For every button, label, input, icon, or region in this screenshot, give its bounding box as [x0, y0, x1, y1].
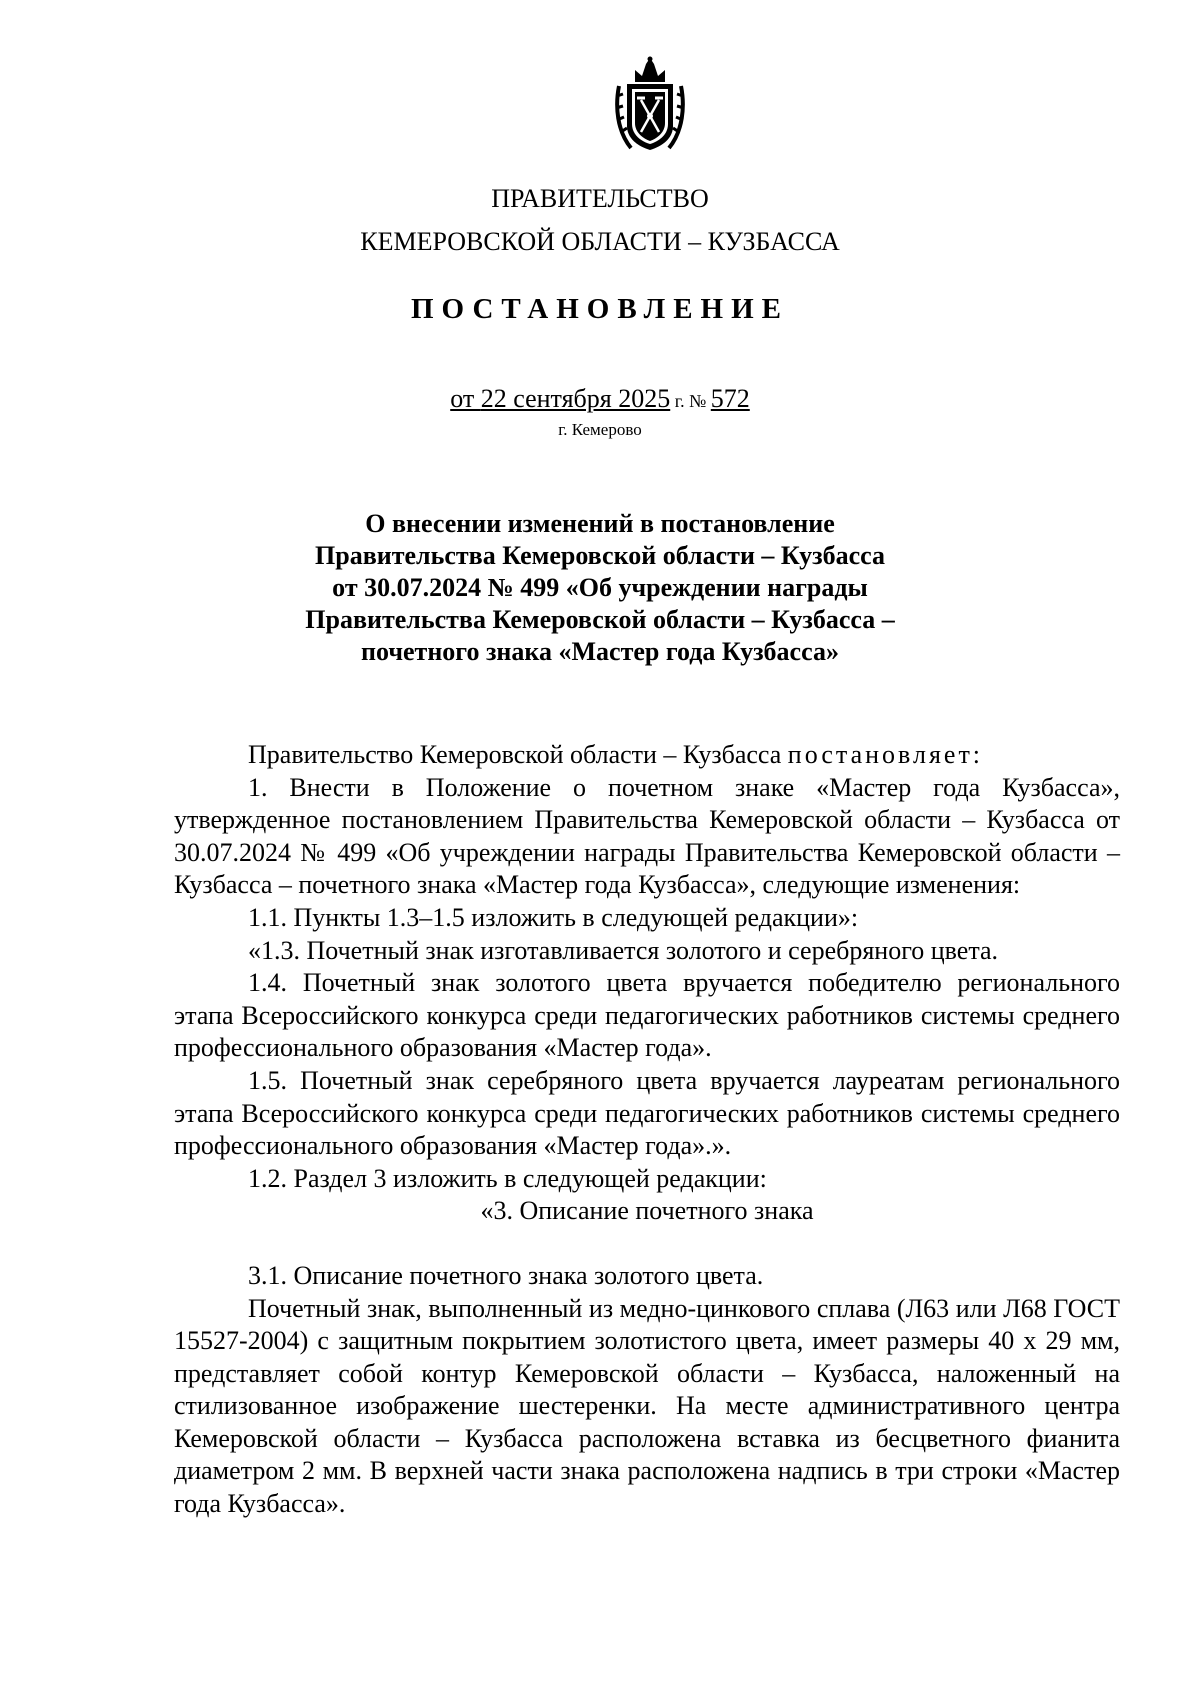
paragraph-1: 1. Внести в Положение о почетном знаке «Мастер года Кузбасса», утвержденное постановлением Правительства Кемеровской области – Кузбасса от 30.07.2024 № 499 «Об учреждении награды Правительства Кемеровской области – Кузбасса – почетного знака «Мастер года Кузбасса», следующие изменения:	[174, 772, 1120, 900]
paragraph-1-3: «1.3. Почетный знак изготавливается золотого и серебряного цвета.	[248, 935, 999, 965]
document-title	[0, 508, 1200, 668]
year-suffix: г.	[670, 391, 685, 411]
title-line: Правительства Кемеровской области – Кузбасса	[315, 541, 885, 570]
title-line: почетного знака «Мастер года Кузбасса»	[361, 637, 839, 666]
government-name-line2: КЕМЕРОВСКОЙ ОБЛАСТИ – КУЗБАССА	[360, 227, 840, 256]
document-type: ПОСТАНОВЛЕНИЕ	[410, 293, 789, 325]
intro-verb: постановляет:	[787, 740, 984, 769]
document-date: 22 сентября 2025	[480, 384, 671, 413]
intro-paragraph	[174, 739, 1120, 772]
intro-text: Правительство Кемеровской области – Кузбасса	[248, 740, 788, 769]
paragraph-1-4: 1.4. Почетный знак золотого цвета вручается победителю регионального этапа Всероссийского конкурса среди педагогических работников системы среднего профессионального образования «Мастер года».	[174, 968, 1120, 1063]
document-number: 572	[710, 384, 750, 413]
document-body	[174, 739, 1120, 1521]
city: г. Кемерово	[558, 420, 642, 439]
title-line: от 30.07.2024 № 499 «Об учреждении награды	[332, 573, 868, 602]
title-line: О внесении изменений в постановление	[365, 509, 835, 538]
document-date-number	[0, 384, 1200, 414]
coat-of-arms-icon	[613, 56, 687, 154]
government-name-line1: ПРАВИТЕЛЬСТВО	[491, 184, 709, 213]
paragraph-1-5: 1.5. Почетный знак серебряного цвета вручается лауреатам регионального этапа Всероссийского конкурса среди педагогических работников системы среднего профессионального образования «Мастер года».».	[174, 1065, 1120, 1161]
spacer	[174, 1228, 1120, 1260]
title-line: Правительства Кемеровской области – Кузбасса –	[305, 605, 895, 634]
section-heading: «3. Описание почетного знака	[480, 1196, 814, 1226]
number-prefix: №	[684, 391, 711, 411]
paragraph-description: Почетный знак, выполненный из медно-цинкового сплава (Л63 или Л68 ГОСТ 15527-2004) с защитным покрытием золотистого цвета, имеет размеры 40 х 29 мм, представляет собой контур Кемеровской области – Кузбасса, наложенный на стилизованное изображение шестеренки. На месте административного центра Кемеровской области – Кузбасса расположена вставка из бесцветного фианита диаметром 2 мм. В верхней части знака расположена надпись в три строки «Мастер года Кузбасса».	[174, 1293, 1120, 1519]
paragraph-3-1: 3.1. Описание почетного знака золотого цвета.	[248, 1260, 764, 1290]
date-prefix: от	[450, 384, 481, 413]
paragraph-1-2: 1.2. Раздел 3 изложить в следующей редакции:	[248, 1163, 767, 1193]
paragraph-1-1: 1.1. Пункты 1.3–1.5 изложить в следующей редакции»:	[248, 902, 859, 932]
